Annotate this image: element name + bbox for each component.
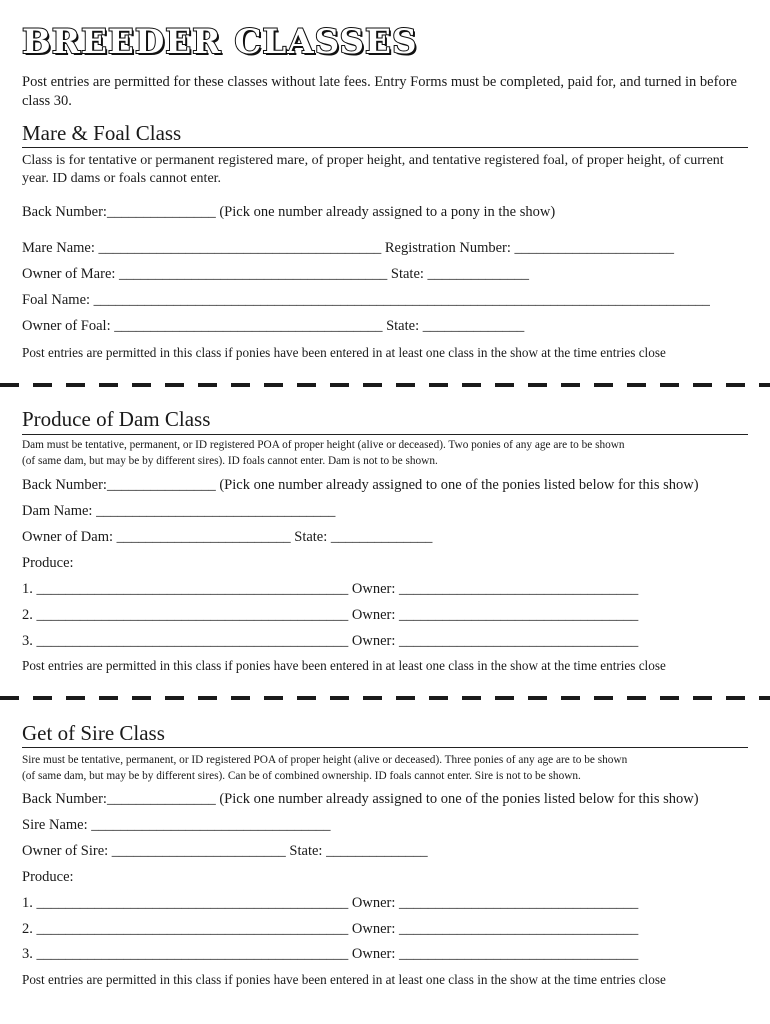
produce-dam-produce-label: Produce: [22, 555, 74, 571]
owner-of-foal-field[interactable]: Owner of Foal: _____________________________________ State: ______________ [22, 318, 525, 334]
owner-of-dam-field[interactable]: Owner of Dam: ________________________ State: ______________ [22, 529, 433, 545]
produce-dam-note: Post entries are permitted in this class if ponies have been entered in at least one class in the show at the time entries close [22, 658, 666, 673]
get-sire-produce-2-field[interactable]: 2. ___________________________________________ Owner: _________________________________ [22, 921, 639, 937]
owner-of-sire-field[interactable]: Owner of Sire: ________________________ State: ______________ [22, 843, 428, 859]
section-divider [0, 696, 770, 700]
foal-name-field[interactable]: Foal Name: _____________________________________________________________________________________ [22, 292, 710, 308]
get-sire-description-2: (of same dam, but may be by different sires). Can be of combined ownership. ID foals cannot enter. Sire is not to be shown. [22, 770, 581, 782]
page-title: BREEDER CLASSES [22, 22, 418, 62]
get-sire-description-1: Sire must be tentative, permanent, or ID registered POA of proper height (alive or deceased). Three ponies of any age are to be shown [22, 754, 628, 766]
produce-dam-produce-1-field[interactable]: 1. ___________________________________________ Owner: _________________________________ [22, 581, 639, 597]
get-sire-rule [22, 747, 748, 748]
mare-foal-back-number-field[interactable]: Back Number:_______________ (Pick one number already assigned to a pony in the show) [22, 204, 556, 220]
get-sire-back-number-field[interactable]: Back Number:_______________ (Pick one number already assigned to one of the ponies listed below for this show) [22, 791, 699, 807]
produce-dam-description-1: Dam must be tentative, permanent, or ID registered POA of proper height (alive or deceased). Two ponies of any age are to be shown [22, 439, 625, 451]
get-sire-produce-label: Produce: [22, 869, 74, 885]
get-sire-note: Post entries are permitted in this class if ponies have been entered in at least one class in the show at the time entries close [22, 972, 666, 987]
produce-dam-description-2: (of same dam, but may be by different sires). ID foals cannot enter. Dam is not to be shown. [22, 455, 438, 467]
mare-foal-description: Class is for tentative or permanent registered mare, of proper height, and tentative registered foal, of proper height, of current year. ID dams or foals cannot enter. [22, 153, 724, 186]
get-sire-heading: Get of Sire Class [22, 721, 165, 745]
sire-name-field[interactable]: Sire Name: _________________________________ [22, 817, 331, 833]
owner-of-mare-field[interactable]: Owner of Mare: _____________________________________ State: ______________ [22, 266, 530, 282]
produce-dam-back-number-field[interactable]: Back Number:_______________ (Pick one number already assigned to one of the ponies listed below for this show) [22, 477, 699, 493]
mare-name-field[interactable]: Mare Name: _______________________________________ Registration Number: ______________________ [22, 240, 675, 256]
intro-text: Post entries are permitted for these classes without late fees. Entry Forms must be completed, paid for, and turned in before class 30. [22, 74, 737, 109]
mare-foal-note: Post entries are permitted in this class if ponies have been entered in at least one class in the show at the time entries close [22, 345, 666, 360]
dam-name-field[interactable]: Dam Name: _________________________________ [22, 503, 336, 519]
mare-foal-rule [22, 147, 748, 148]
produce-dam-heading: Produce of Dam Class [22, 407, 211, 431]
get-sire-produce-3-field[interactable]: 3. ___________________________________________ Owner: _________________________________ [22, 946, 639, 962]
section-divider [0, 383, 770, 387]
produce-dam-produce-2-field[interactable]: 2. ___________________________________________ Owner: _________________________________ [22, 607, 639, 623]
produce-dam-produce-3-field[interactable]: 3. ___________________________________________ Owner: _________________________________ [22, 633, 639, 649]
mare-foal-heading: Mare & Foal Class [22, 121, 182, 145]
produce-dam-rule [22, 434, 748, 435]
get-sire-produce-1-field[interactable]: 1. ___________________________________________ Owner: _________________________________ [22, 895, 639, 911]
